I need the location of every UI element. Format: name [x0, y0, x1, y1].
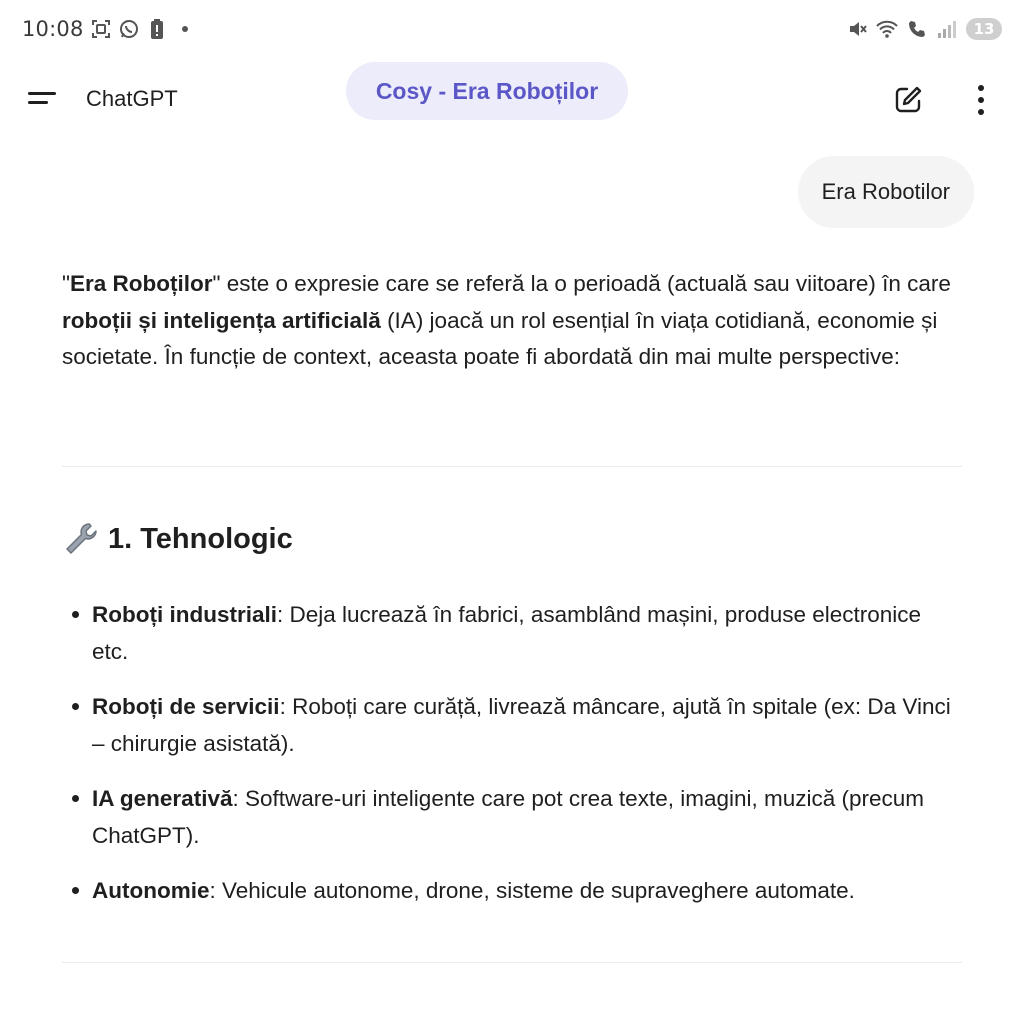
section-divider — [62, 962, 962, 963]
list-item — [62, 872, 962, 909]
list-item-text: : Software-uri inteligente care pot crea texte, imagini, muzică (precum ChatGPT). — [92, 786, 925, 848]
more-vertical-icon — [970, 84, 992, 116]
section-title: 1. Tehnologic — [108, 522, 293, 555]
wrench-icon — [62, 520, 100, 558]
section-divider — [62, 466, 962, 467]
list-item-text: : Roboți care curăță, livrează mâncare, ajută în spitale (ex: Da Vinci – chirurgie asistată). — [92, 694, 951, 756]
response-intro — [62, 266, 962, 376]
list-item — [62, 688, 962, 762]
project-pill[interactable] — [346, 62, 628, 120]
list-item-term: Roboți de servicii — [92, 694, 280, 719]
mute-icon — [846, 18, 868, 40]
user-message-bubble — [798, 156, 974, 228]
whatsapp-icon — [118, 18, 140, 40]
app-title: ChatGPT — [86, 86, 178, 111]
menu-icon-line — [28, 101, 48, 104]
notification-dot — [182, 26, 188, 32]
list-item — [62, 780, 962, 854]
intro-bold-text: roboții și inteligența artificială — [62, 307, 381, 333]
list-item-term: IA generativă — [92, 786, 233, 811]
wifi-icon — [876, 18, 898, 40]
bullet-dot — [72, 611, 79, 618]
intro-text-2: (IA) joacă un rol esențial în viața cotidiană, economie și societate. În funcție de context, aceasta poate fi abordată din mai multe perspective: — [62, 307, 938, 369]
user-message-text: Era Robotilor — [821, 179, 950, 204]
assistant-response — [62, 266, 962, 376]
status-time: 10:08 — [22, 17, 84, 41]
notification-count-badge — [966, 18, 1002, 40]
list-item-text: : Vehicule autonome, drone, sisteme de supraveghere automate. — [209, 878, 855, 903]
notification-count: 13 — [973, 20, 995, 38]
screenshot-icon — [90, 18, 112, 40]
menu-icon-line — [28, 92, 56, 95]
intro-term: Era Roboților — [70, 271, 213, 296]
bullet-dot — [72, 887, 79, 894]
battery-alert-icon — [146, 18, 168, 40]
status-bar — [0, 0, 1024, 64]
bullet-dot — [72, 795, 79, 802]
intro-quote-open: " — [62, 271, 70, 296]
more-options-button[interactable] — [970, 84, 992, 116]
list-item — [62, 596, 962, 670]
list-item-term: Roboți industriali — [92, 602, 277, 627]
section-heading — [62, 520, 293, 558]
signal-icon — [936, 18, 958, 40]
project-name: Cosy - Era Roboților — [375, 77, 599, 104]
list-item-text: : Deja lucrează în fabrici, asamblând mașini, produse electronice etc. — [92, 602, 922, 664]
intro-quote-close: " — [212, 271, 221, 296]
edit-icon — [892, 84, 924, 116]
menu-button[interactable] — [28, 86, 58, 112]
bullet-dot — [72, 703, 79, 710]
list-item-term: Autonomie — [92, 878, 210, 903]
intro-text-1: este o expresie care se referă la o perioadă (actuală sau viitoare) în care — [220, 271, 951, 296]
call-icon — [906, 18, 928, 40]
new-chat-button[interactable] — [892, 84, 924, 116]
bullet-list — [62, 596, 962, 927]
